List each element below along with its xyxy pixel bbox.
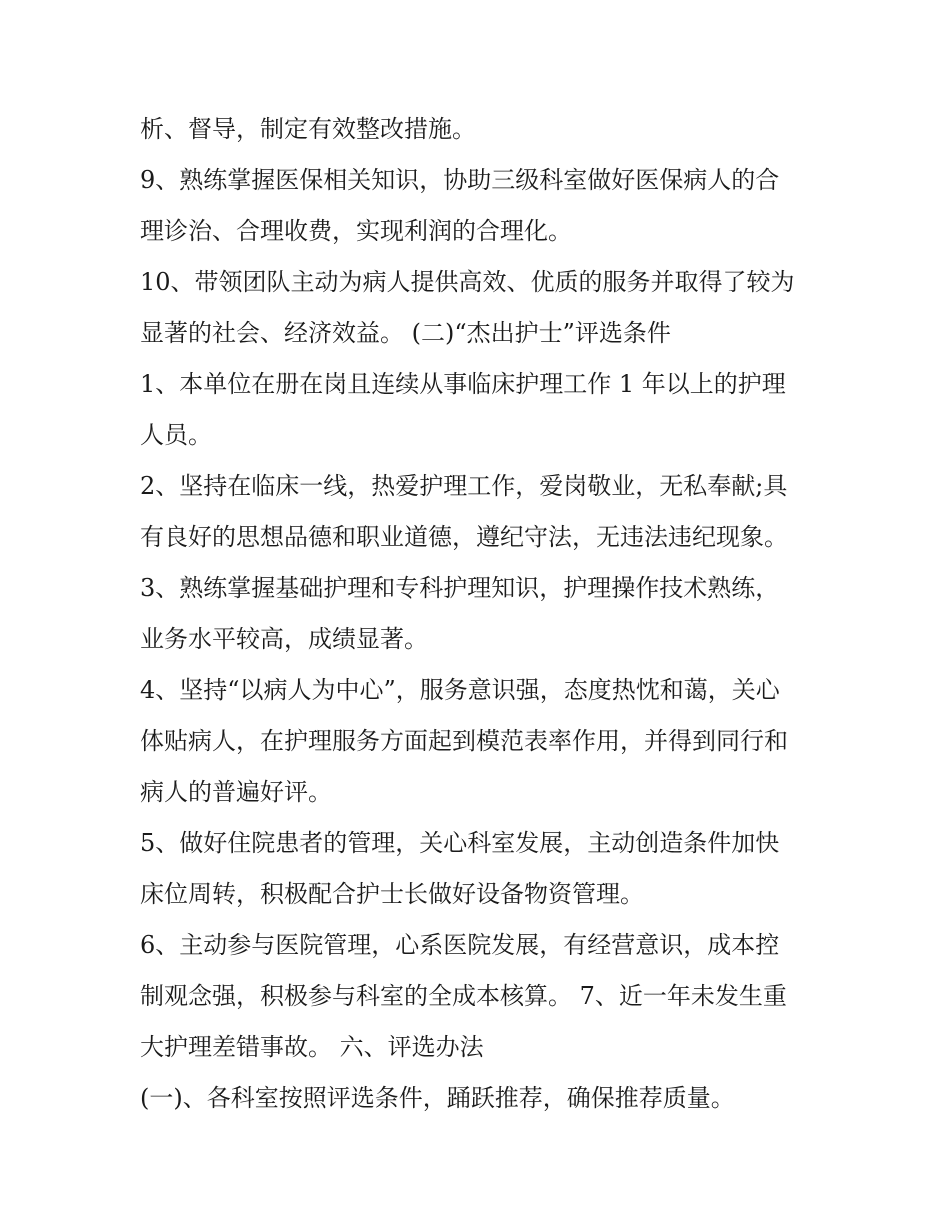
text-line: 9、熟练掌握医保相关知识，协助三级科室做好医保病人的合 — [140, 166, 780, 194]
text-line: 5、做好住院患者的管理，关心科室发展，主动创造条件加快 — [140, 829, 780, 857]
text-line: 床位周转，积极配合护士长做好设备物资管理。 — [140, 880, 644, 908]
text-line: 理诊治、合理收费，实现利润的合理化。 — [140, 217, 572, 245]
text-line: 病人的普遍好评。 — [140, 778, 332, 806]
document-body — [140, 104, 830, 1124]
text-line: 大护理差错事故。 六、评选办法 — [140, 1033, 484, 1061]
text-line: 析、督导，制定有效整改措施。 — [140, 115, 476, 143]
text-line: 1、本单位在册在岗且连续从事临床护理工作 1 年以上的护理 — [140, 370, 786, 398]
text-line: 4、坚持“以病人为中心”，服务意识强，态度热忱和蔼，关心 — [140, 676, 780, 704]
text-line: 业务水平较高，成绩显著。 — [140, 625, 428, 653]
text-line: 3、熟练掌握基础护理和专科护理知识，护理操作技术熟练， — [140, 574, 780, 602]
text-line: 有良好的思想品德和职业道德，遵纪守法，无违法违纪现象。 — [140, 523, 788, 551]
text-line: (一)、各科室按照评选条件，踊跃推荐，确保推荐质量。 — [140, 1084, 735, 1112]
text-line: 显著的社会、经济效益。 (二)“杰出护士”评选条件 — [140, 319, 671, 347]
text-line: 10、带领团队主动为病人提供高效、优质的服务并取得了较为 — [140, 268, 795, 296]
text-line: 体贴病人，在护理服务方面起到模范表率作用，并得到同行和 — [140, 727, 788, 755]
text-line: 6、主动参与医院管理，心系医院发展，有经营意识，成本控 — [140, 931, 780, 959]
text-line: 制观念强，积极参与科室的全成本核算。 7、近一年未发生重 — [140, 982, 787, 1010]
text-line: 2、坚持在临床一线，热爱护理工作，爱岗敬业，无私奉献;具 — [140, 472, 788, 500]
text-line: 人员。 — [140, 421, 212, 449]
